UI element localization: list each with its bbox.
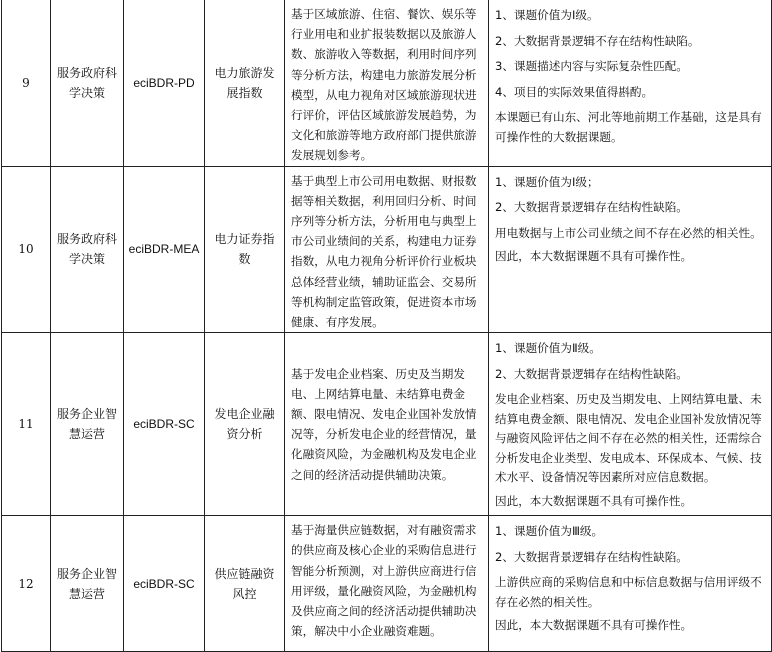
topic-name-cell: 电力证券指数 — [205, 166, 285, 333]
evaluation-conclusion: 因此，本大数据课题不具有可操作性。 — [495, 618, 693, 633]
topic-name-cell: 发电企业融资分析 — [205, 333, 285, 516]
table-row — [2, 166, 772, 333]
evaluation-conclusion: 因此，本大数据课题不具有可操作性。 — [495, 249, 693, 264]
description-cell: 基于典型上市公司用电数据、财报数据等相关数据，利用回归分析、时间序列等分析方法，分析用电与典型上市公司业绩间的关系，构建电力证券指数，从电力视角分析评价行业板块总体经营业绩，辅助证监会、交易所等机构制定监管政策，促进资本市场健康、有序发展。 — [285, 166, 489, 333]
table-row — [2, 333, 772, 516]
evaluation-line: 发电企业档案、历史及当期发电、上网结算电量、未结算电费金额、限电情况、发电企业国补发放情况等与融资风险评估之间不存在必然的相关性，还需综合分析发电企业类型、发电成本、环保成本、气候、技术水平、设备情况等因素所对应信息数据。 — [495, 392, 762, 485]
table-row — [2, 0, 772, 166]
evaluation-line: 4、项目的实际效果值得斟酌。 — [495, 84, 654, 99]
evaluation-line: 2、大数据背景逻辑不存在结构性缺陷。 — [495, 33, 700, 48]
topic-evaluation-table — [1, 0, 772, 652]
evaluation-conclusion: 本课题已有山东、河北等地前期工作基础，这是具有可操作性的大数据课题。 — [495, 110, 762, 144]
evaluation-line: 1、课题价值为Ⅰ级。 — [495, 8, 599, 22]
evaluation-line: 上游供应商的采购信息和中标信息数据与信用评级不存在必然的相关性。 — [495, 575, 762, 609]
evaluation-conclusion: 因此，本大数据课题不具有可操作性。 — [495, 493, 693, 508]
code-cell: eciBDR-SC — [124, 333, 205, 516]
description-cell: 基于海量供应链数据，对有融资需求的供应商及核心企业的采购信息进行智能分析预测，对上游供应商进行信用评级，量化融资风险，为金融机构及供应商之间的经济活动提供辅助决策，解决中小企业融资难题。 — [285, 516, 489, 652]
code-cell: eciBDR-PD — [124, 0, 205, 166]
category-cell: 服务企业智慧运营 — [51, 333, 124, 516]
category-cell: 服务政府科学决策 — [51, 0, 124, 166]
description-cell: 基于区域旅游、住宿、餐饮、娱乐等行业用电和业扩报装数据以及旅游人数、旅游收入等数据，利用时间序列等分析方法，构建电力旅游发展分析模型，从电力视角对区域旅游现状进行评价，评估区域旅游发展趋势，为文化和旅游等地方政府部门提供旅游发展规划参考。 — [285, 0, 489, 166]
row-number: 11 — [2, 333, 51, 516]
topic-name-cell: 电力旅游发展指数 — [205, 0, 285, 166]
evaluation-line: 用电数据与上市公司业绩之间不存在必然的相关性。 — [495, 225, 762, 240]
evaluation-cell — [489, 166, 772, 333]
code-cell: eciBDR-MEA — [124, 166, 205, 333]
category-cell: 服务企业智慧运营 — [51, 516, 124, 652]
evaluation-line: 2、大数据背景逻辑存在结构性缺陷。 — [495, 200, 688, 215]
code-cell: eciBDR-SC — [124, 516, 205, 652]
row-number: 10 — [2, 166, 51, 333]
table-row — [2, 516, 772, 652]
evaluation-line: 1、课题价值为Ⅲ级。 — [495, 524, 604, 539]
row-number: 12 — [2, 516, 51, 652]
evaluation-cell — [489, 333, 772, 516]
topic-name-cell: 供应链融资风控 — [205, 516, 285, 652]
evaluation-line: 1、课题价值为Ⅱ级。 — [495, 341, 601, 356]
description-cell: 基于发电企业档案、历史及当期发电、上网结算电量、未结算电费金额、限电情况、发电企业国补发放情况等，分析发电企业的经营情况，量化融资风险，为金融机构及发电企业之间的经济活动提供辅助决策。 — [285, 333, 489, 516]
category-cell: 服务政府科学决策 — [51, 166, 124, 333]
row-number: 9 — [2, 0, 51, 166]
evaluation-line: 1、课题价值为Ⅰ级； — [495, 174, 599, 189]
evaluation-cell — [489, 516, 772, 652]
evaluation-line: 2、大数据背景逻辑存在结构性缺陷。 — [495, 366, 688, 381]
evaluation-line: 3、课题描述内容与实际复杂性匹配。 — [495, 59, 688, 73]
evaluation-line: 2、大数据背景逻辑存在结构性缺陷。 — [495, 549, 688, 564]
evaluation-cell — [489, 0, 772, 166]
